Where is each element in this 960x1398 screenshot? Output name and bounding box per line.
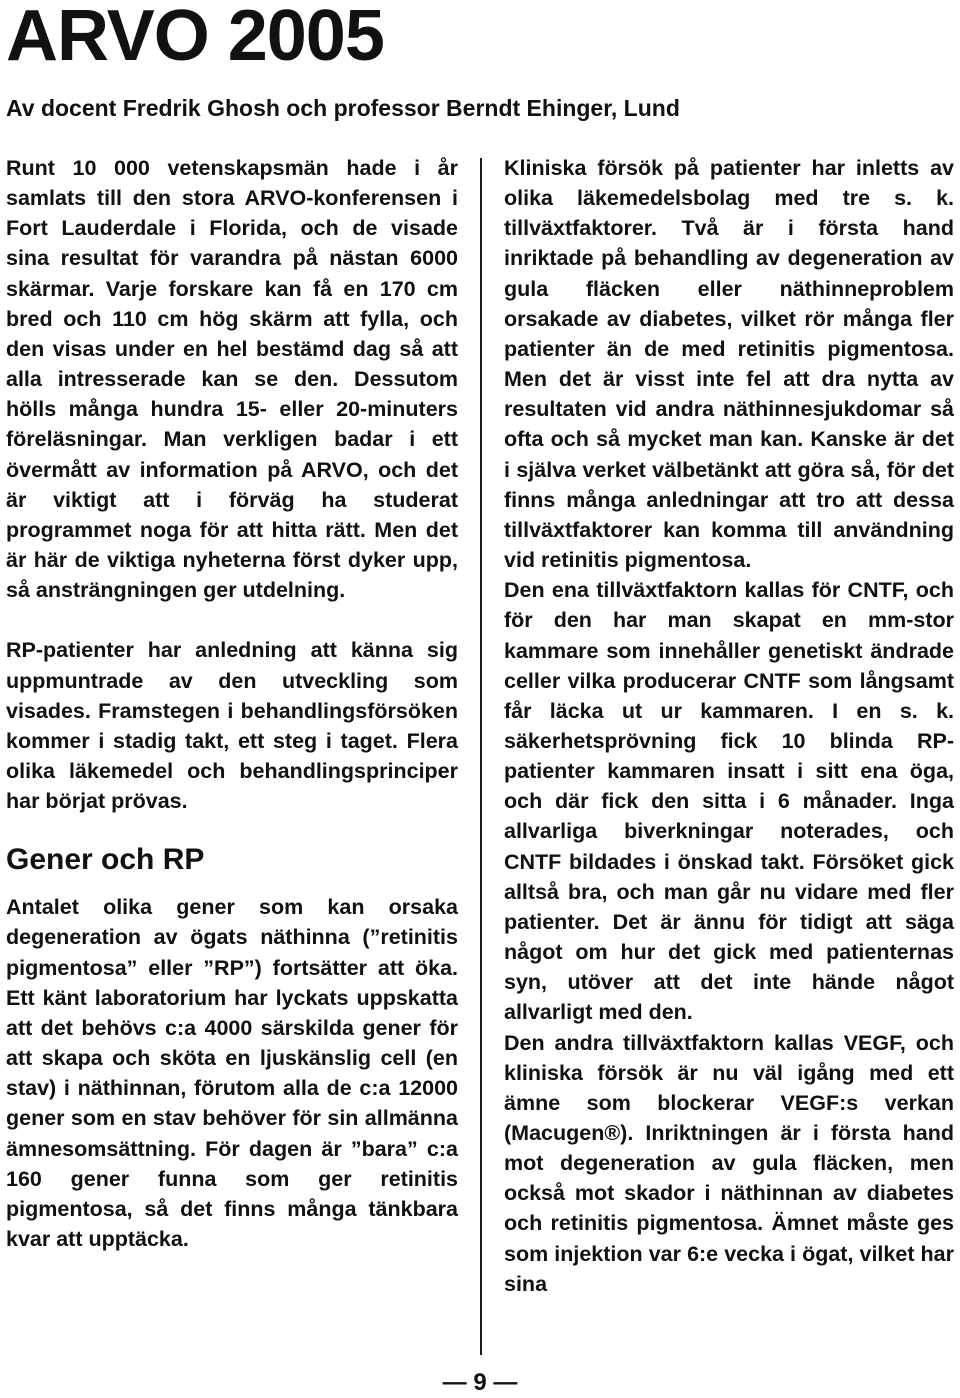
right-paragraph-cntf: Den ena tillväxtfaktorn kallas för CNTF, och för den har man skapat en mm-stor kammare som innehåller genetiskt ändrade celler vilka producerar CNTF som långsamt får läcka ut ur kammaren. I en s. k. säkerhetsprövning fick 10 blinda RP-patienter kammaren insatt i sitt ena öga, och där fick den sitta i 6 månader. Inga allvarliga biverkningar noterades, och CNTF bildades i önskad takt. Försöket gick alltså bra, och man går nu vidare med fler patienter. Det är ännu för tidigt att säga något om hur det gick med patienternas syn, utöver att det inte hände något allvarligt med den. bbox=[504, 578, 954, 1025]
article-title: ARVO 2005 bbox=[6, 0, 384, 76]
right-column bbox=[504, 153, 954, 1299]
article-byline: Av docent Fredrik Ghosh och professor Berndt Ehinger, Lund bbox=[6, 95, 680, 121]
left-column bbox=[6, 153, 458, 1254]
column-divider bbox=[480, 158, 482, 1355]
left-paragraph-rp-patients: RP-patienter har anledning att känna sig uppmuntrade av den utveckling som visades. Framstegen i behandlingsförsöken kommer i stadig takt, ett steg i taget. Flera olika läkemedel och behandlingsprinciper har börjat prövas. bbox=[6, 638, 458, 814]
right-paragraph-vegf: Den andra tillväxtfaktorn kallas VEGF, och kliniska försök är nu väl igång med ett ämne som blockerar VEGF:s verkan (Macugen®). Inriktningen är i första hand mot degeneration av gula fläcken, men också mot skador i näthinnan av diabetes och retinitis pigmentosa. Ämnet måste ges som injektion var 6:e vecka i ögat, vilket har sina bbox=[504, 1030, 954, 1296]
page-number: — 9 — bbox=[442, 1369, 518, 1396]
left-paragraph-genes: Antalet olika gener som kan orsaka degeneration av ögats näthinna (”retinitis pigmentosa” eller ”RP”) fortsätter att öka. Ett känt laboratorium har lyckats uppskatta att det behövs c:a 4000 särskilda gener för att skapa och sköta en ljuskänslig cell (en stav) i näthinnan, förutom alla de c:a 12000 gener som en stav behöver för sin allmänna ämnesomsättning. För dagen är ”bara” c:a 160 gener funna som ger retinitis pigmentosa, så det finns många tänkbara kvar att upptäcka. bbox=[6, 895, 458, 1251]
left-paragraph-intro: Runt 10 000 vetenskapsmän hade i år samlats till den stora ARVO-konferensen i Fort Lauderdale i Florida, och de visade sina resultat för varandra på nästan 6000 skärmar. Varje forskare kan få en 170 cm bred och 110 cm hög skärm att fylla, och den visas under en hel bestämd dag så att alla intresserade kan se den. Dessutom hölls många hundra 15- eller 20-minuters föreläsningar. Man verkligen badar i ett övermått av information på ARVO, och det är viktigt att i förväg ha studerat programmet noga för att hitta rätt. Men det är här de viktiga nyheterna först dyker upp, så ansträngningen ger utdelning. bbox=[6, 156, 458, 603]
right-paragraph-clinical-trials: Kliniska försök på patienter har inletts av olika läkemedelsbolag med tre s. k. tillväxtfaktorer. Två är i första hand inriktade på behandling av degeneration av gula fläcken eller näthinneproblem orsakade av diabetes, vilket rör många fler patienter än de med retinitis pigmentosa. Men det är visst inte fel att dra nytta av resultaten vid andra näthinnesjukdomar så ofta och så mycket man kan. Kanske är det i själva verket välbetänkt att göra så, för det finns många anledningar att tro att dessa tillväxtfaktorer kan komma till användning vid retinitis pigmentosa. bbox=[504, 156, 954, 573]
section-heading-gener-och-rp: Gener och RP bbox=[6, 843, 205, 877]
